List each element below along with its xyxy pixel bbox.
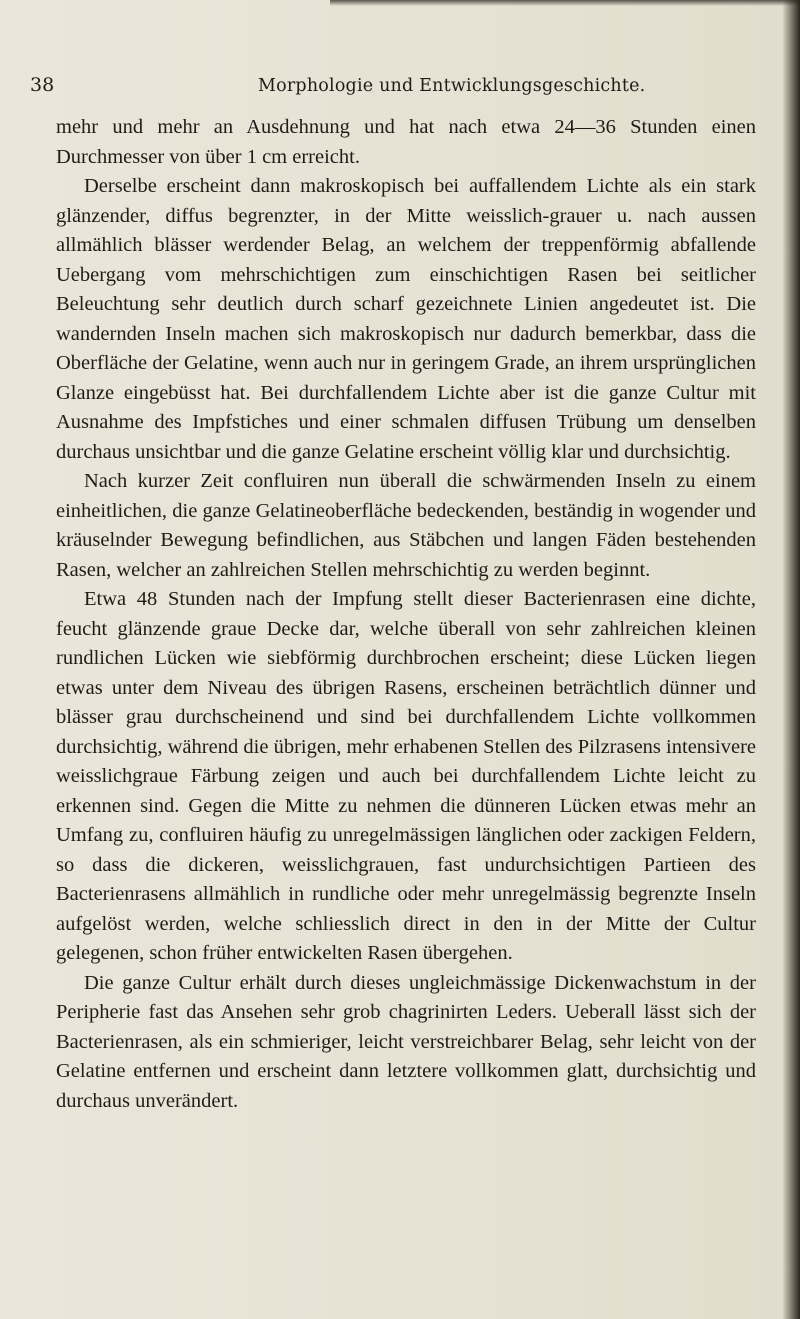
paragraph-2: Derselbe erscheint dann makroskopisch bei auffallendem Lichte als ein stark glänzender, diffus begrenzter, in der Mitte weisslich-grauer u. nach aussen allmählich blässer werdender Belag, an welchem der treppenförmig abfallende Uebergang vom mehrschichtigen zum einschichtigen Rasen bei seitlicher Beleuchtung sehr deutlich durch scharf gezeichnete Linien angedeutet ist. Die wandernden Inseln machen sich makroskopisch nur dadurch bemerkbar, dass die Oberfläche der Gelatine, wenn auch nur in geringem Grade, an ihrem ursprünglichen Glanze eingebüsst hat. Bei durchfallendem Lichte aber ist die ganze Cultur mit Ausnahme des Impfstiches und einer schmalen diffusen Trübung um denselben durchaus unsichtbar und die ganze Gelatine erscheint völlig klar und durchsichtig. <box>56 175 756 463</box>
page-header <box>30 74 760 110</box>
running-head: Morphologie und Entwicklungsgeschichte. <box>258 76 646 96</box>
paragraph-5: Die ganze Cultur erhält durch dieses ungleichmässige Dickenwachstum in der Peripherie fast das Ansehen sehr grob chagrinirten Leders. Ueberall lässt sich der Bacterienrasen, als ein schmieriger, leicht verstreichbarer Belag, sehr leicht von der Gelatine entfernen und erscheint dann letztere vollkommen glatt, durchsichtig und durchaus unverändert. <box>56 971 756 1112</box>
paragraph-3: Nach kurzer Zeit confluiren nun überall die schwärmenden Inseln zu einem einheitlichen, die ganze Gelatineoberfläche bedeckenden, beständig in wogender und kräuselnder Bewegung befindlichen, aus Stäbchen und langen Fäden bestehenden Rasen, welcher an zahlreichen Stellen mehrschichtig zu werden beginnt. <box>56 470 756 581</box>
page-number: 38 <box>30 74 55 96</box>
paragraph-4: Etwa 48 Stunden nach der Impfung stellt dieser Bacterienrasen eine dichte, feucht glänzende graue Decke dar, welche überall von sehr zahlreichen kleinen rundlichen Lücken wie siebförmig durchbrochen erscheint; diese Lücken liegen etwas unter dem Niveau des übrigen Rasens, erscheinen beträchtlich dünner und blässer grau durchscheinend und sind bei durchfallendem Lichte vollkommen durchsichtig, während die übrigen, mehr erhabenen Stellen des Pilzrasens intensivere weisslichgraue Färbung zeigen und auch bei durchfallendem Lichte leicht zu erkennen sind. Gegen die Mitte zu nehmen die dünneren Lücken etwas mehr an Umfang zu, confluiren häufig zu unregelmässigen länglichen oder zackigen Feldern, so dass die dickeren, weisslichgrauen, fast undurchsichtigen Partieen des Bacterienrasens allmählich in rundliche oder mehr unregelmässig begrenzte Inseln aufgelöst werden, welche schliesslich direct in den in der Mitte der Cultur gelegenen, schon früher entwickelten Rasen übergehen. <box>56 588 756 964</box>
page-binding-shadow <box>782 0 800 1319</box>
body-text <box>56 113 756 1116</box>
paragraph-1: mehr und mehr an Ausdehnung und hat nach etwa 24—36 Stunden einen Durchmesser von über 1 cm erreicht. <box>56 116 756 168</box>
page-top-shadow <box>330 0 800 6</box>
